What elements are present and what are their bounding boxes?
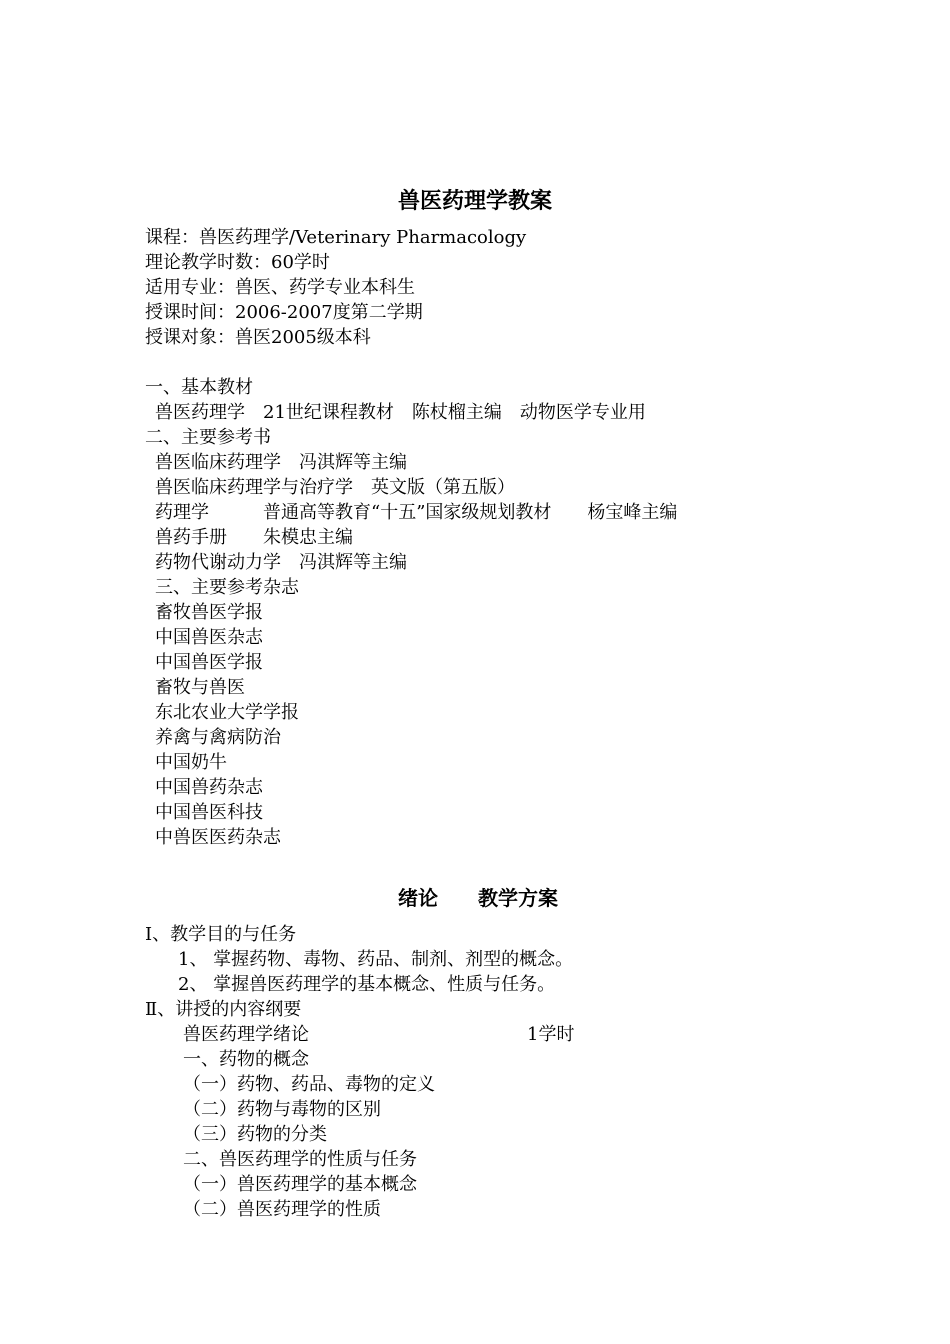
course-info-line: 课程：兽医药理学/Veterinary Pharmacology <box>145 227 527 248</box>
journal-item: 中兽医医药杂志 <box>155 827 281 848</box>
intro-title: 绪论 教学方案 <box>398 886 558 910</box>
section-heading-textbook: 一、基本教材 <box>145 377 253 398</box>
journal-item: 东北农业大学学报 <box>155 702 299 723</box>
journal-item: 畜牧兽医学报 <box>155 602 263 623</box>
outline-hours: 1学时 <box>527 1024 575 1045</box>
journal-item: 畜牧与兽医 <box>155 677 245 698</box>
journal-item: 中国奶牛 <box>155 752 227 773</box>
audience-line: 授课对象：兽医2005级本科 <box>145 327 371 348</box>
outline-item: 二、兽医药理学的性质与任务 <box>183 1149 417 1170</box>
outline-item: （一）兽医药理学的基本概念 <box>183 1174 417 1195</box>
document-title: 兽医药理学教案 <box>397 188 552 214</box>
objective-item: 2、 掌握兽医药理学的基本概念、性质与任务。 <box>178 974 556 995</box>
reference-item: 药物代谢动力学 冯淇辉等主编 <box>155 552 407 573</box>
journal-item: 中国兽医学报 <box>155 652 263 673</box>
outline-item: 一、药物的概念 <box>183 1049 309 1070</box>
major-line: 适用专业：兽医、药学专业本科生 <box>145 277 415 298</box>
outline-item: （三）药物的分类 <box>183 1124 327 1145</box>
journal-item: 中国兽医科技 <box>155 802 263 823</box>
textbook-item: 兽医药理学 21世纪课程教材 陈杖榴主编 动物医学专业用 <box>155 402 646 423</box>
outline-item: （二）兽医药理学的性质 <box>183 1199 381 1220</box>
journal-item: 中国兽药杂志 <box>155 777 263 798</box>
teaching-hours-line: 理论教学时数：60学时 <box>145 252 330 273</box>
objectives-heading: Ⅰ、教学目的与任务 <box>145 924 297 945</box>
journal-item: 养禽与禽病防治 <box>155 727 281 748</box>
reference-item: 兽医临床药理学 冯淇辉等主编 <box>155 452 407 473</box>
section-heading-references: 二、主要参考书 <box>145 427 271 448</box>
term-line: 授课时间：2006-2007度第二学期 <box>145 302 423 323</box>
outline-heading: Ⅱ、讲授的内容纲要 <box>145 999 302 1020</box>
outline-item: （一）药物、药品、毒物的定义 <box>183 1074 435 1095</box>
outline-title: 兽医药理学绪论 <box>183 1024 309 1045</box>
reference-item: 兽医临床药理学与治疗学 英文版（第五版） <box>155 477 515 498</box>
reference-item: 兽药手册 朱模忠主编 <box>155 527 353 548</box>
objective-item: 1、 掌握药物、毒物、药品、制剂、剂型的概念。 <box>178 949 574 970</box>
journal-item: 中国兽医杂志 <box>155 627 263 648</box>
reference-item: 药理学 普通高等教育“十五”国家级规划教材 杨宝峰主编 <box>155 502 678 523</box>
section-heading-journals: 三、主要参考杂志 <box>155 577 299 598</box>
outline-item: （二）药物与毒物的区别 <box>183 1099 381 1120</box>
